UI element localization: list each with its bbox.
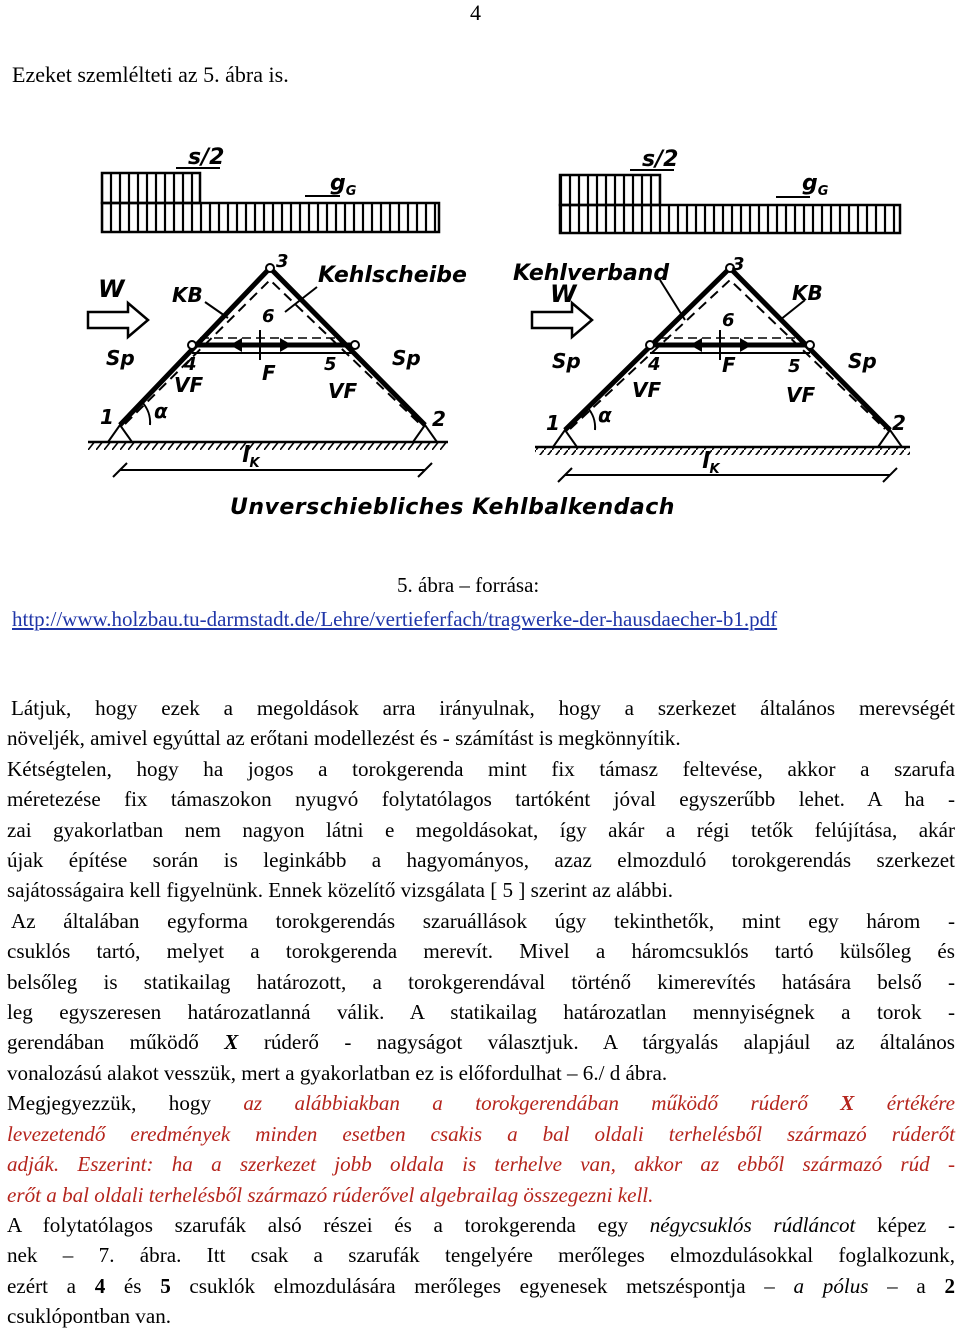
rafter-left-right-diagram — [565, 268, 890, 430]
load-block-left-2 — [102, 203, 439, 232]
label-kehlverband: Kehlverband — [513, 261, 670, 286]
body-line-note — [7, 1088, 955, 1118]
figure-caption: 5. ábra – forrása: — [397, 573, 540, 597]
label-alpha-right: α — [598, 403, 612, 427]
note-text: az alábbiakban a torokgerendában működő rúderő — [243, 1091, 841, 1116]
label-alpha: α — [154, 399, 168, 423]
label-lk-right: $l_K$ — [702, 449, 720, 477]
hinge-5: 5 — [160, 1273, 171, 1298]
body-line: sajátosságaira kell figyelnünk. Ennek közelítő vizsgálata [ 5 ] szerint az alábbi. — [7, 878, 673, 903]
wind-arrow-right — [532, 303, 592, 337]
label-vf-right-right: VF — [786, 383, 816, 407]
hinge-4: 4 — [94, 1273, 106, 1298]
load-block-right-2 — [560, 205, 900, 233]
label-node-4: 4 — [184, 354, 197, 375]
term-polus: a pólus — [793, 1273, 869, 1298]
load-block-right-1 — [560, 175, 660, 205]
label-sp-left-right: Sp — [552, 349, 581, 373]
label-sp-right: Sp — [392, 346, 421, 370]
body-line-with-x — [7, 1027, 955, 1057]
label-w-right: W — [550, 280, 577, 308]
note-line: adják. Eszerint: ha a szerkezet jobb oldala is terhelve van, akkor az ebből származó rúd - — [7, 1152, 955, 1177]
left-diagram — [88, 145, 467, 477]
intro-sentence: Ezeket szemlélteti az 5. ábra is. — [12, 62, 289, 87]
right-diagram — [513, 147, 910, 482]
note-line: erőt a bal oldali terhelésből származó rúderővel algebrailag összegezni kell. — [7, 1182, 654, 1207]
source-url-link[interactable]: http://www.holzbau.tu-darmstadt.de/Lehre/vertieferfach/tragwerke-der-hausdaecher-b1.pdf — [12, 607, 778, 631]
label-kb-right: KB — [792, 281, 823, 305]
paragraph-1 — [7, 693, 955, 906]
label-node-3: 3 — [276, 251, 289, 272]
hinge-2: 2 — [944, 1273, 956, 1298]
text-run: rúderő - nagyságot választjuk. A tárgyalás alapjául az általános — [238, 1030, 955, 1055]
label-node-5-right: 5 — [788, 356, 801, 377]
text-run: Megjegyezzük, hogy — [7, 1091, 244, 1116]
label-w: W — [98, 275, 125, 303]
term-italic: négycsuklós rúdláncot — [649, 1212, 856, 1237]
label-node-2: 2 — [432, 407, 446, 431]
body-line — [7, 1210, 955, 1240]
label-node-5: 5 — [324, 354, 337, 375]
text-run: csuklók elmozdulására merőleges egyenesek metszéspontja – — [170, 1273, 794, 1298]
note-text: értékére — [854, 1091, 956, 1116]
text-run: A folytatólagos szarufák alsó részei és a torokgerenda egy — [7, 1212, 650, 1237]
label-vf-left: VF — [174, 373, 204, 397]
paragraph-3 — [7, 1088, 955, 1210]
label-node-6: 6 — [262, 306, 275, 327]
load-block-left-1 — [102, 173, 200, 203]
text-run: és — [105, 1273, 161, 1298]
paragraph-4 — [7, 1210, 955, 1332]
body-line: leg egyszeresen határozatlanná válik. A statikailag határozatlan mennyiségnek a torok - — [7, 1000, 955, 1025]
label-node-1-right: 1 — [546, 411, 560, 435]
body-line: vonalozású alakot vesszük, mert a gyakorlatban ez is előfordulhat – 6./ d ábra. — [7, 1060, 668, 1085]
body-line: növeljék, amivel egyúttal az erőtani modellezést és - számítást is megkönnyítik. — [7, 726, 681, 751]
figure-bottom-caption: Unverschiebliches Kehlbalkendach — [230, 495, 675, 520]
body-line: zai gyakorlatban nem nagyon látni e megoldásokat, így akár a régi tetők felújítása, akár — [7, 817, 955, 842]
symbol-x-red: X — [840, 1091, 855, 1116]
label-kb: KB — [172, 283, 203, 307]
load-g-label: $g_G$ — [330, 171, 357, 199]
body-line: újak építése során is leginkább a hagyományos, azaz elmozduló torokgerendás szerkezet — [7, 848, 955, 873]
wind-arrow-left — [88, 303, 148, 337]
label-node-1: 1 — [100, 405, 114, 429]
text-run: – a — [868, 1273, 945, 1298]
label-vf-right: VF — [328, 379, 358, 403]
label-f-right: F — [722, 353, 736, 377]
load-s-label-right: s/2 — [642, 147, 679, 172]
load-g-label-right: $g_G$ — [802, 171, 829, 199]
source-link-block — [8, 604, 938, 635]
label-node-6-right: 6 — [722, 310, 735, 331]
body-line: Kétségtelen, hogy ha jogos a torokgerenda mint fix támasz feltevése, akkor a szarufa — [7, 756, 955, 781]
body-line — [7, 1271, 955, 1301]
page-number: 4 — [470, 0, 481, 25]
body-line: csuklós tartó, melyet a torokgerenda merevít. Mivel a háromcsuklós tartó külsőleg és — [7, 939, 955, 964]
text-run: képez - — [855, 1212, 955, 1237]
body-line: nek – 7. ábra. Itt csak a szarufák tengelyére merőleges elmozdulásokkal foglalkozunk, — [7, 1243, 955, 1268]
label-node-3-right: 3 — [732, 254, 745, 275]
label-node-2-right: 2 — [892, 411, 906, 435]
text-run: ezért a — [7, 1273, 95, 1298]
label-vf-left-right: VF — [632, 378, 662, 402]
label-sp-right-right: Sp — [848, 349, 877, 373]
note-line: levezetendő eredmények minden esetben csakis a bal oldali terhelésből származó rúderőt — [7, 1121, 955, 1146]
symbol-x: X — [224, 1030, 239, 1055]
paragraph-2 — [7, 906, 955, 1088]
label-f: F — [262, 361, 276, 385]
load-s-label: s/2 — [188, 145, 225, 170]
body-line: Látjuk, hogy ezek a megoldások arra irányulnak, hogy a szerkezet általános merevségét — [11, 696, 955, 720]
body-text — [7, 693, 955, 1332]
label-sp-left: Sp — [106, 346, 135, 370]
body-line: belsőleg is statikailag határozott, a torokgerendával történő kimerevítés hatására belső - — [7, 969, 955, 994]
label-kehlscheibe: Kehlscheibe — [318, 263, 467, 288]
label-lk: $l_K$ — [242, 443, 260, 471]
text-run: gerendában működő — [7, 1030, 225, 1055]
body-line: csuklópontban van. — [7, 1304, 172, 1329]
body-line: Az általában egyforma torokgerendás szaruállások úgy tekinthetők, mint egy három - — [11, 908, 955, 933]
figure-5-truss-diagrams — [80, 140, 960, 530]
body-line: méretezése fix támaszokon nyugvó folytatólagos tartóként jóval egyszerűbb lehet. A ha - — [7, 787, 955, 812]
label-node-4-right: 4 — [648, 354, 661, 375]
